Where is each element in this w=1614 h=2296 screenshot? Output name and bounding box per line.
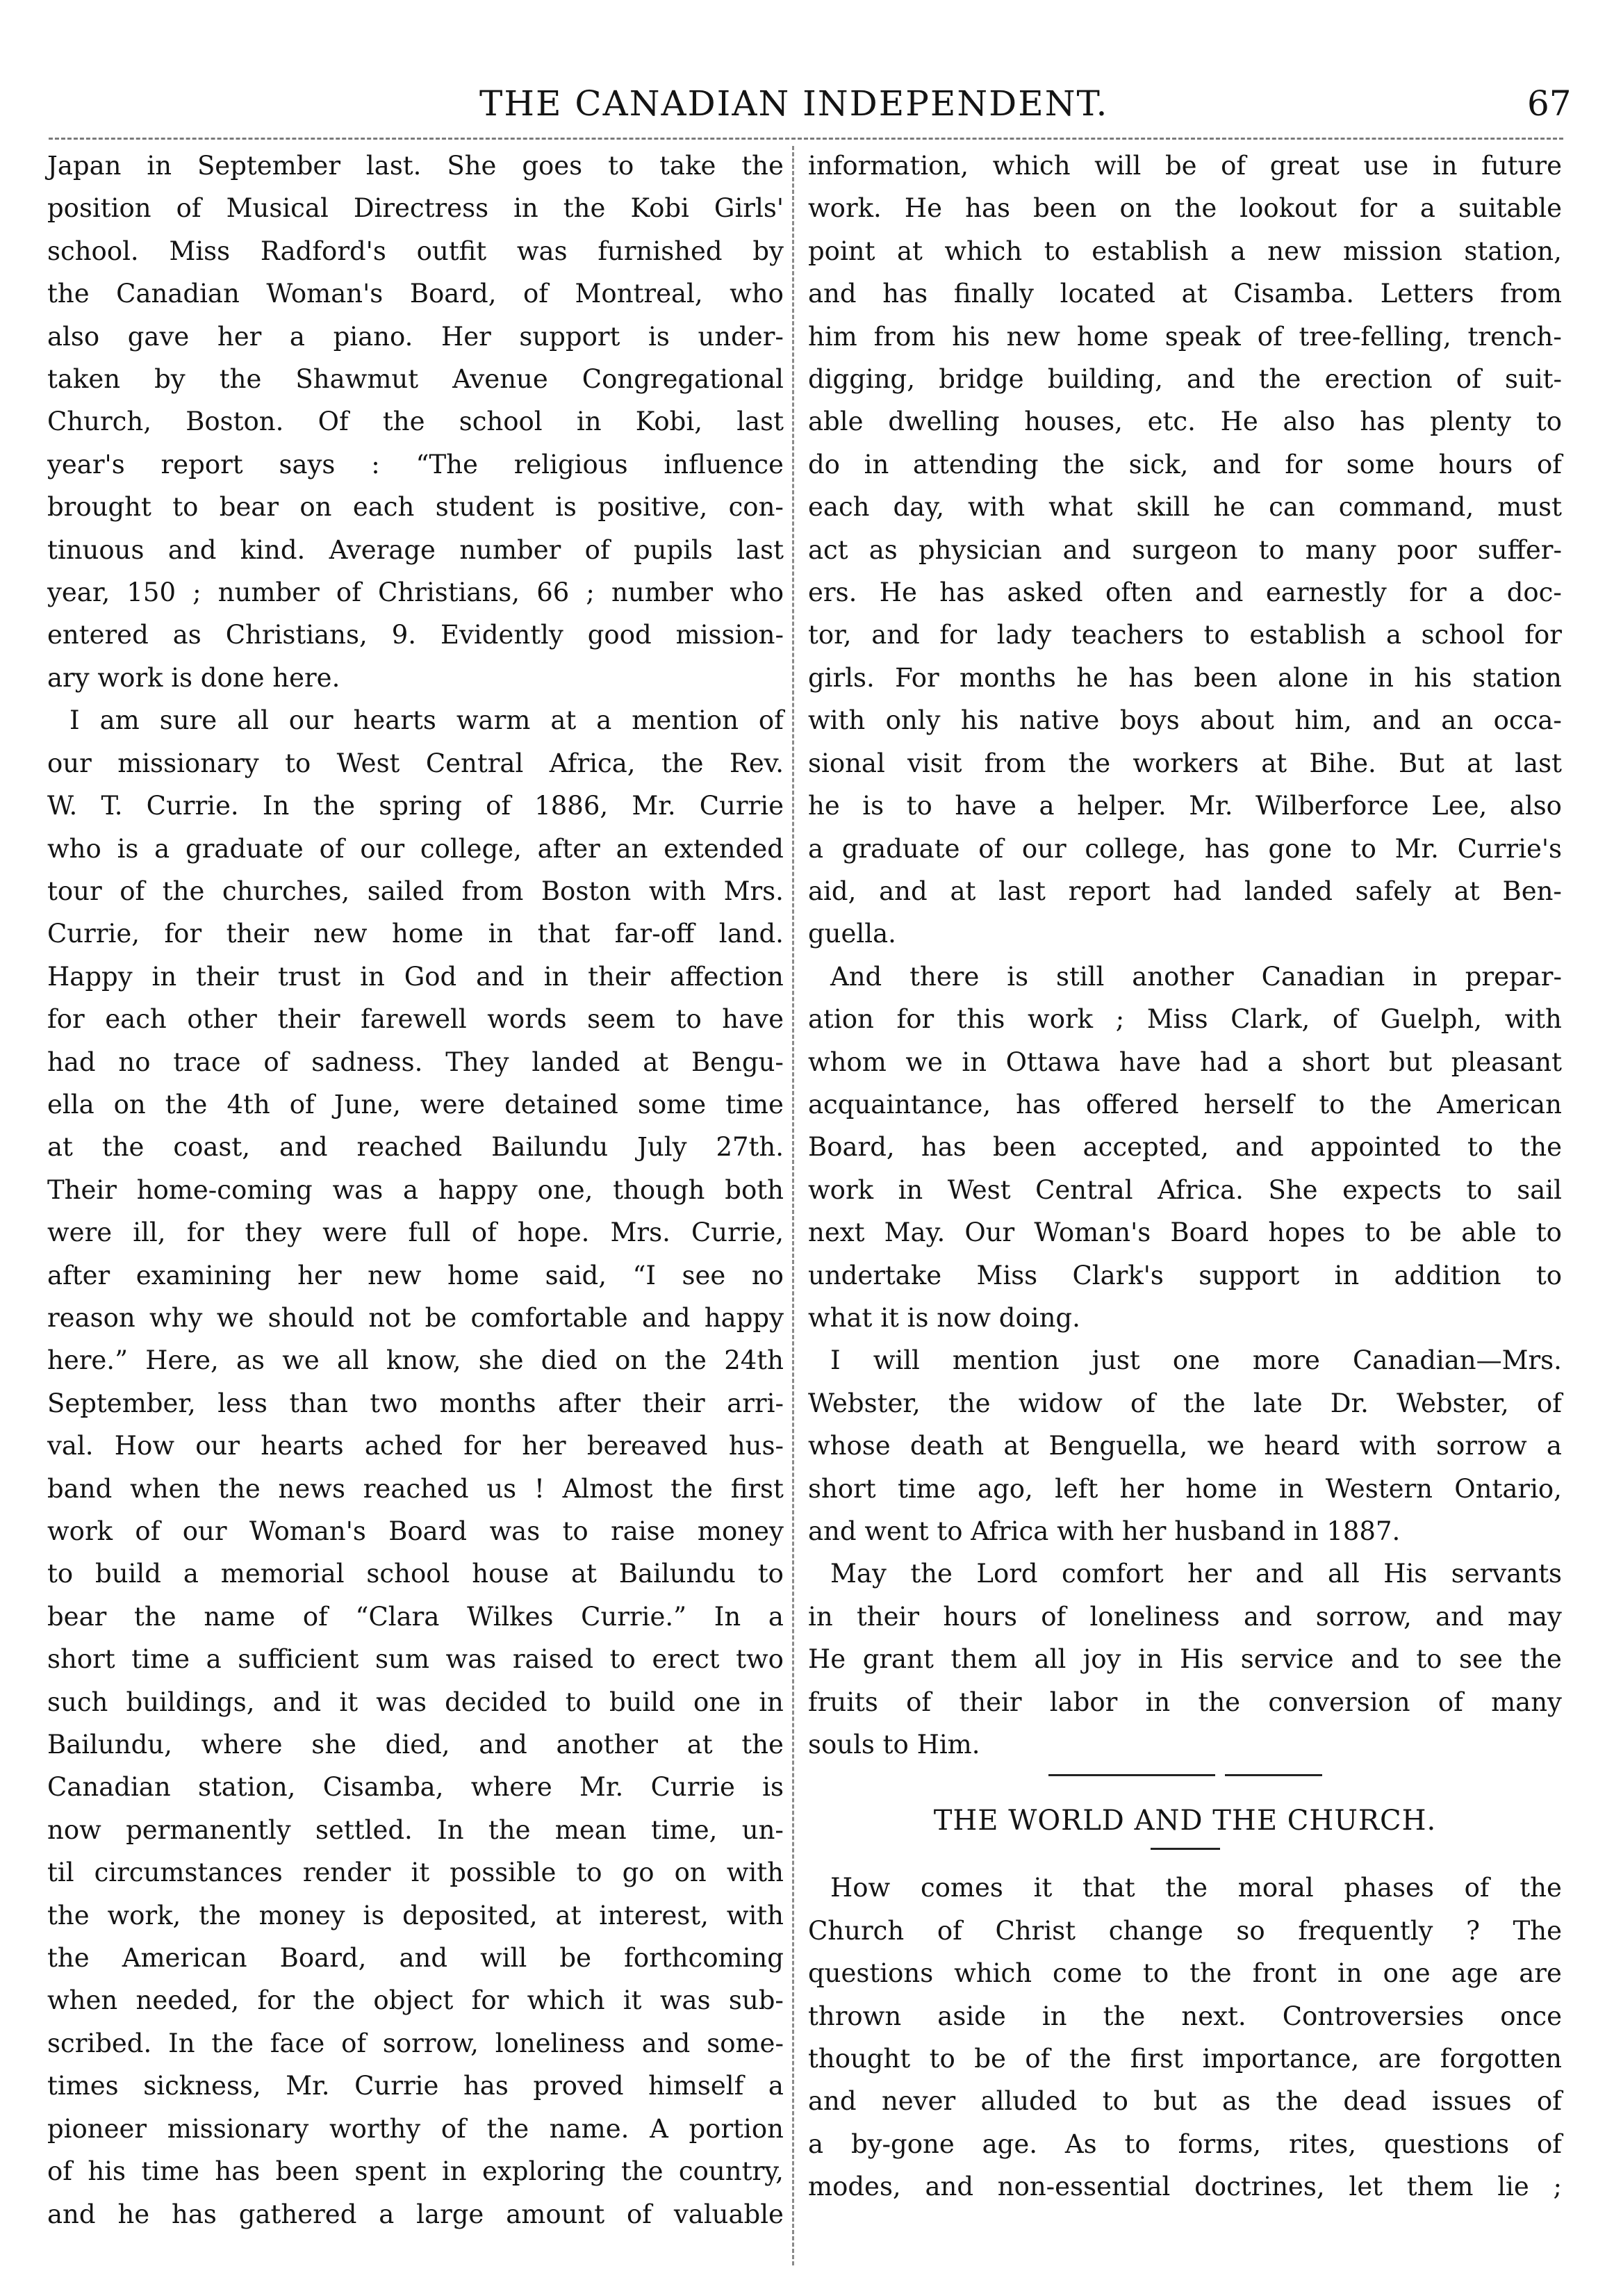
text-line: fruits of their labor in the conversion of many [808,1687,1562,1717]
text-line: such buildings, and it was decided to build one in [47,1687,784,1717]
text-line: taken by the Shawmut Avenue Congregational [47,364,784,395]
text-line: brought to bear on each student is positive, con- [47,492,784,523]
column-divider [792,146,794,2265]
text-line: Japan in September last. She goes to take the [47,151,784,181]
text-line: at the coast, and reached Bailundu July 27th. [47,1132,784,1163]
text-line: and has finally located at Cisamba. Letters from [808,279,1562,309]
text-line: Church, Boston. Of the school in Kobi, last [47,407,784,437]
text-line: September, less than two months after their arri- [47,1388,784,1418]
text-line: him from his new home speak of tree-felling, trench- [808,321,1562,352]
text-line: the work, the money is deposited, at interest, with [47,1900,784,1930]
text-line: scribed. In the face of sorrow, loneliness and some- [47,2028,784,2058]
text-line: entered as Christians, 9. Evidently good mission- [47,620,784,650]
text-line: aid, and at last report had landed safely at Ben- [808,876,1562,906]
text-line: to build a memorial school house at Bailundu to [47,1559,784,1589]
text-line: work of our Woman's Board was to raise money [47,1516,784,1546]
text-line: next May. Our Woman's Board hopes to be able to [808,1217,1562,1248]
text-line: information, which will be of great use in future [808,151,1562,181]
text-line: what it is now doing. [808,1302,1080,1333]
text-line: short time a sufficient sum was raised to erect two [47,1644,784,1675]
text-line: digging, bridge building, and the erection of suit- [808,364,1562,395]
text-line: school. Miss Radford's outfit was furnished by [47,236,784,266]
text-line: questions which come to the front in one age are [808,1958,1562,1989]
title-rule [1151,1848,1220,1850]
text-line: modes, and non-essential doctrines, let them lie ; [808,2172,1562,2202]
text-line: were ill, for they were full of hope. Mrs. Currie, [47,1217,784,1248]
text-line: now permanently settled. In the mean time, un- [47,1814,784,1845]
text-line: thought to be of the first importance, are forgotten [808,2044,1562,2074]
text-line: til circumstances render it possible to go on with [47,1858,784,1888]
text-line: do in attending the sick, and for some hours of [808,449,1562,479]
separator-rule-long [1048,1774,1215,1776]
text-line: year's report says : “The religious influence [47,449,784,479]
text-line: a graduate of our college, has gone to Mr. Currie's [808,833,1562,864]
text-line: ers. He has asked often and earnestly for a doc- [808,577,1562,608]
text-line: Bailundu, where she died, and another at the [47,1730,784,1760]
text-line: tinuous and kind. Average number of pupils last [47,534,784,565]
text-line: whom we in Ottawa have had a short but pleasant [808,1047,1562,1077]
text-line: and never alluded to but as the dead issues of [808,2086,1562,2117]
text-line: our missionary to West Central Africa, the Rev. [47,748,784,778]
text-line: I will mention just one more Canadian—Mrs. [830,1345,1562,1376]
text-line: who is a graduate of our college, after an extended [47,833,784,864]
text-line: in their hours of loneliness and sorrow, and may [808,1601,1562,1632]
page-number: 67 [1527,83,1572,124]
text-line: val. How our hearts ached for her bereaved hus- [47,1431,784,1461]
text-line: of his time has been spent in exploring the country, [47,2156,784,2187]
text-line: Currie, for their new home in that far-off land. [47,919,784,949]
text-line: tour of the churches, sailed from Boston with Mrs. [47,876,784,906]
text-line: W. T. Currie. In the spring of 1886, Mr. Currie [47,791,784,821]
text-line: Church of Christ change so frequently ? The [808,1915,1562,1946]
text-line: each day, with what skill he can command, must [808,492,1562,523]
text-line: Webster, the widow of the late Dr. Webster, of [808,1388,1562,1418]
text-line: tor, and for lady teachers to establish a school for [808,620,1562,650]
right-column-body [808,145,1562,1766]
text-line: year, 150 ; number of Christians, 66 ; number who [47,577,784,608]
text-line: I am sure all our hearts warm at a mention of [69,705,784,736]
right-column [808,145,1562,2208]
text-line: Their home-coming was a happy one, though both [47,1174,784,1205]
text-line: whose death at Benguella, we heard with sorrow a [808,1431,1562,1461]
text-line: He grant them all joy in His service and to see the [808,1644,1562,1675]
text-line: the Canadian Woman's Board, of Montreal, who [47,279,784,309]
text-line: undertake Miss Clark's support in addition to [808,1260,1562,1290]
text-line: position of Musical Directress in the Kobi Girls' [47,193,784,224]
text-line: thrown aside in the next. Controversies once [808,2001,1562,2031]
text-line: also gave her a piano. Her support is under- [47,321,784,352]
text-line: ation for this work ; Miss Clark, of Guelph, with [808,1004,1562,1035]
text-line: Canadian station, Cisamba, where Mr. Currie is [47,1772,784,1803]
text-line: had no trace of sadness. They landed at Bengu- [47,1047,784,1077]
text-line: point at which to establish a new mission station, [808,236,1562,266]
text-line: ary work is done here. [47,662,340,693]
text-line: ella on the 4th of June, were detained some time [47,1089,784,1120]
text-line: times sickness, Mr. Currie has proved himself a [47,2071,784,2101]
section-title: THE WORLD AND THE CHURCH. [933,1805,1437,1837]
text-line: Board, has been accepted, and appointed to the [808,1132,1562,1163]
separator-rule-short [1225,1774,1322,1776]
left-column [47,145,784,2236]
text-line: and he has gathered a large amount of valuable [47,2199,784,2229]
text-line: when needed, for the object for which it was sub- [47,1985,784,2016]
text-line: band when the news reached us ! Almost the first [47,1473,784,1504]
text-line: guella. [808,919,896,949]
text-line: he is to have a helper. Mr. Wilberforce Lee, also [808,791,1562,821]
text-line: work. He has been on the lookout for a suitable [808,193,1562,224]
text-line: short time ago, left her home in Western Ontario, [808,1473,1562,1504]
text-line: How comes it that the moral phases of the [830,1873,1562,1903]
text-line: work in West Central Africa. She expects to sail [808,1174,1562,1205]
text-line: and went to Africa with her husband in 1887. [808,1516,1401,1546]
text-line: bear the name of “Clara Wilkes Currie.” In a [47,1601,784,1632]
text-line: sional visit from the workers at Bihe. But at last [808,748,1562,778]
text-line: with only his native boys about him, and an occa- [808,705,1562,736]
text-line: a by-gone age. As to forms, rites, questions of [808,2129,1562,2159]
text-line: May the Lord comfort her and all His servants [830,1559,1562,1589]
section-separator [808,1774,1562,1776]
text-line: the American Board, and will be forthcoming [47,1943,784,1974]
text-line: here.” Here, as we all know, she died on the 24th [47,1345,784,1376]
text-line: And there is still another Canadian in prepar- [830,961,1562,992]
header-rule [49,138,1563,140]
text-line: Happy in their trust in God and in their affection [47,961,784,992]
text-line: acquaintance, has offered herself to the American [808,1089,1562,1120]
text-line: souls to Him. [808,1730,980,1760]
publication-title: THE CANADIAN INDEPENDENT. [479,83,1109,124]
section-body [808,1867,1562,2208]
text-line: reason why we should not be comfortable and happy [47,1302,784,1333]
text-line: pioneer missionary worthy of the name. A portion [47,2113,784,2144]
text-line: act as physician and surgeon to many poor suffer- [808,534,1562,565]
text-line: girls. For months he has been alone in his station [808,662,1562,693]
text-line: for each other their farewell words seem to have [47,1004,784,1035]
text-line: able dwelling houses, etc. He also has plenty to [808,407,1562,437]
text-line: after examining her new home said, “I see no [47,1260,784,1290]
